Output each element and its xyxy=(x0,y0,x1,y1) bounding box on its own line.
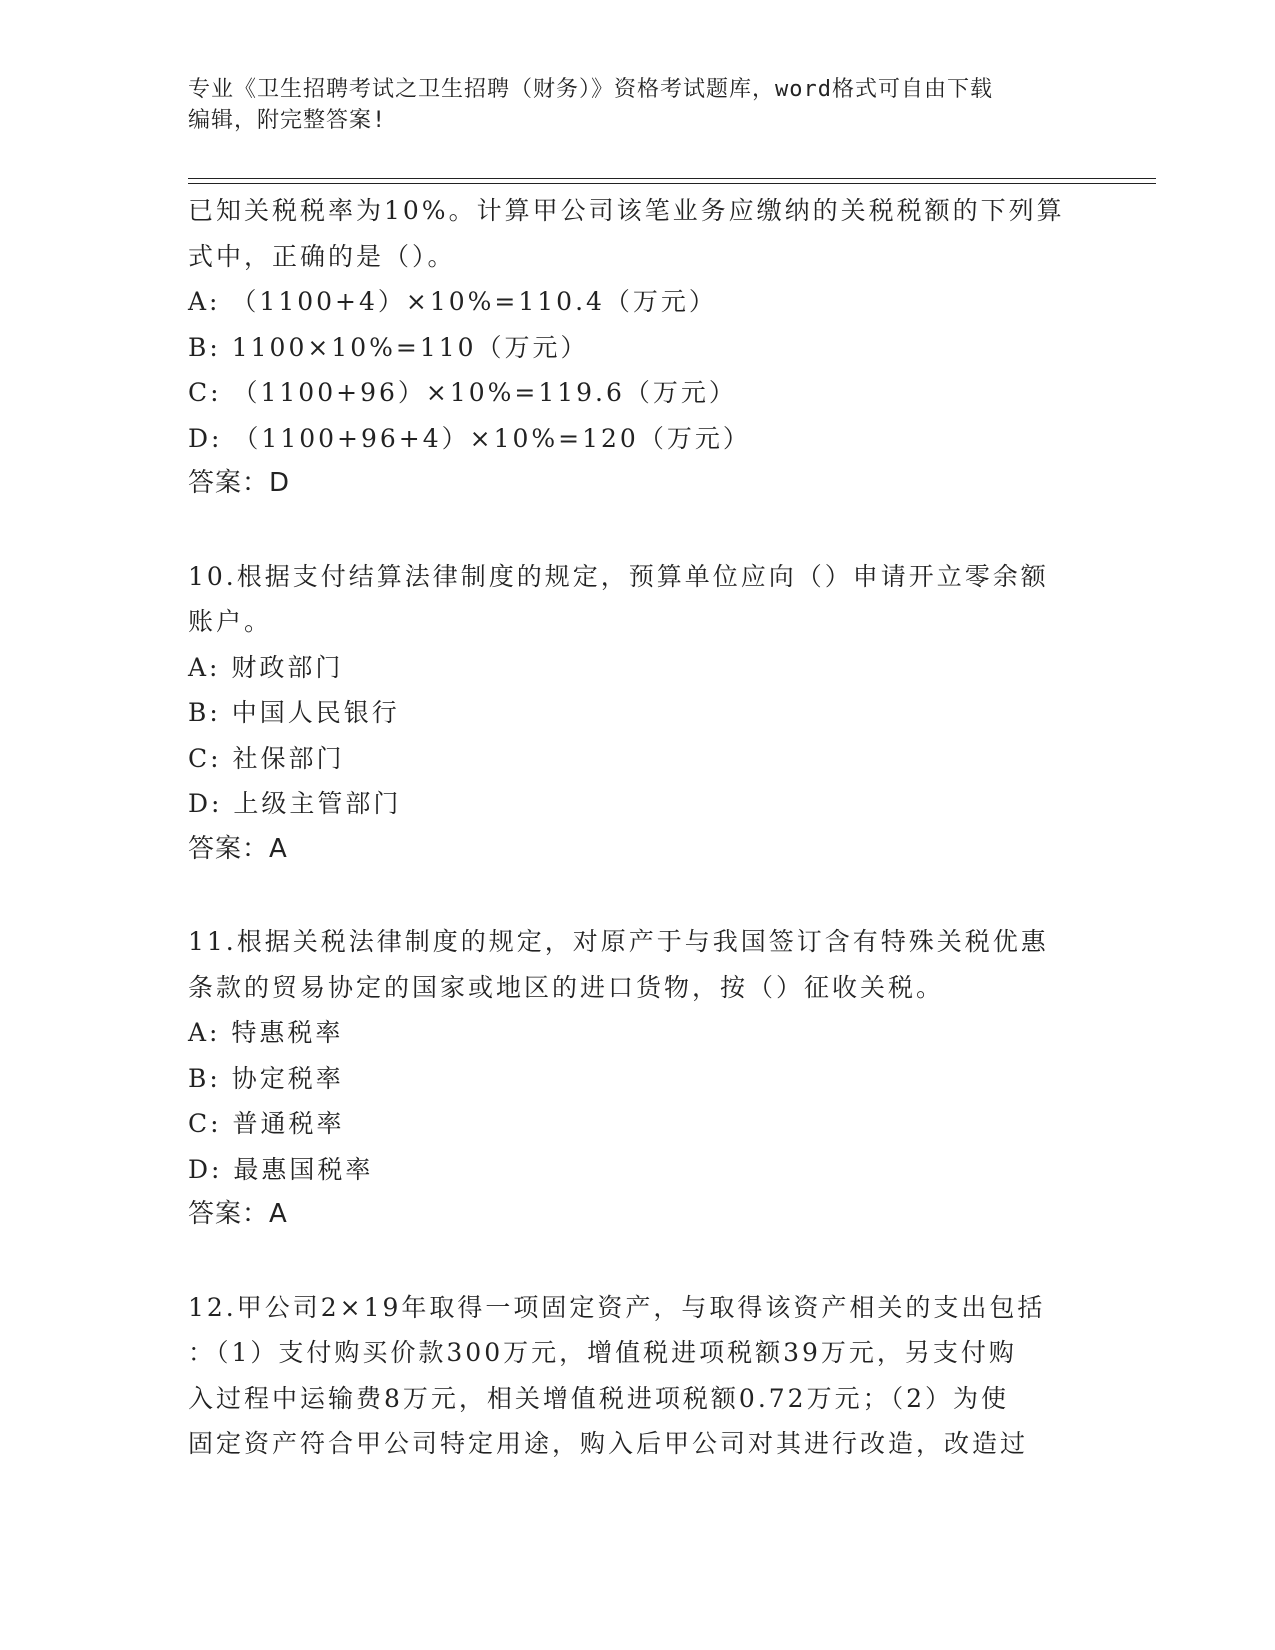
question-stem-line: 固定资产符合甲公司特定用途，购入后甲公司对其进行改造，改造过 xyxy=(188,1429,1029,1458)
answer: 答案：A xyxy=(188,833,288,864)
header-divider-top xyxy=(188,178,1156,179)
question-11 xyxy=(188,919,1088,1238)
question-10 xyxy=(188,554,1088,873)
option-b: B: 协定税率 xyxy=(188,1063,344,1093)
question-stem-line: 12.甲公司2×19年取得一项固定资产，与取得该资产相关的支出包括 xyxy=(188,1292,1046,1322)
question-9 xyxy=(188,188,1088,507)
question-stem-line: 10.根据支付结算法律制度的规定，预算单位应向（）申请开立零余额 xyxy=(188,561,1049,591)
answer: 答案：D xyxy=(188,468,291,498)
question-content xyxy=(188,188,1088,1467)
option-c: C: 普通税率 xyxy=(188,1109,345,1138)
question-stem-line: 11.根据关税法律制度的规定，对原产于与我国签订含有特殊关税优惠 xyxy=(188,927,1049,956)
question-stem-line: 账户。 xyxy=(188,607,273,636)
header-line-2: 编辑，附完整答案! xyxy=(188,108,387,133)
option-a: A: 财政部门 xyxy=(188,652,344,682)
header-line-1: 专业《卫生招聘考试之卫生招聘（财务）》资格考试题库，word格式可自由下载 xyxy=(188,77,993,102)
question-12 xyxy=(188,1285,1088,1467)
question-stem-line: 已知关税税率为10%。计算甲公司该笔业务应缴纳的关税税额的下列算 xyxy=(188,196,1065,225)
option-d: D: （1100+96+4）×10%=120（万元） xyxy=(188,423,751,453)
spacer xyxy=(188,1238,1088,1285)
spacer xyxy=(188,872,1088,919)
question-stem-line: 条款的贸易协定的国家或地区的进口货物，按（）征收关税。 xyxy=(188,972,945,1002)
question-stem-line: ：（1）支付购买价款300万元，增值税进项税额39万元，另支付购 xyxy=(188,1338,1017,1367)
option-c: C: （1100+96）×10%=119.6（万元） xyxy=(188,378,737,407)
option-d: D: 上级主管部门 xyxy=(188,789,402,818)
answer: 答案：A xyxy=(188,1199,288,1229)
option-a: A: （1100+4）×10%=110.4（万元） xyxy=(188,287,717,316)
question-stem-line: 式中，正确的是（）。 xyxy=(188,241,456,271)
spacer xyxy=(188,507,1088,554)
option-d: D: 最惠国税率 xyxy=(188,1154,374,1184)
document-header xyxy=(188,74,1068,136)
option-b: B: 中国人民银行 xyxy=(188,698,400,727)
option-a: A: 特惠税率 xyxy=(188,1018,344,1047)
header-divider-bottom xyxy=(188,183,1156,184)
option-c: C: 社保部门 xyxy=(188,743,345,773)
option-b: B: 1100×10%=110（万元） xyxy=(188,332,589,362)
question-stem-line: 入过程中运输费8万元，相关增值税进项税额0.72万元；（2）为使 xyxy=(188,1383,1009,1413)
